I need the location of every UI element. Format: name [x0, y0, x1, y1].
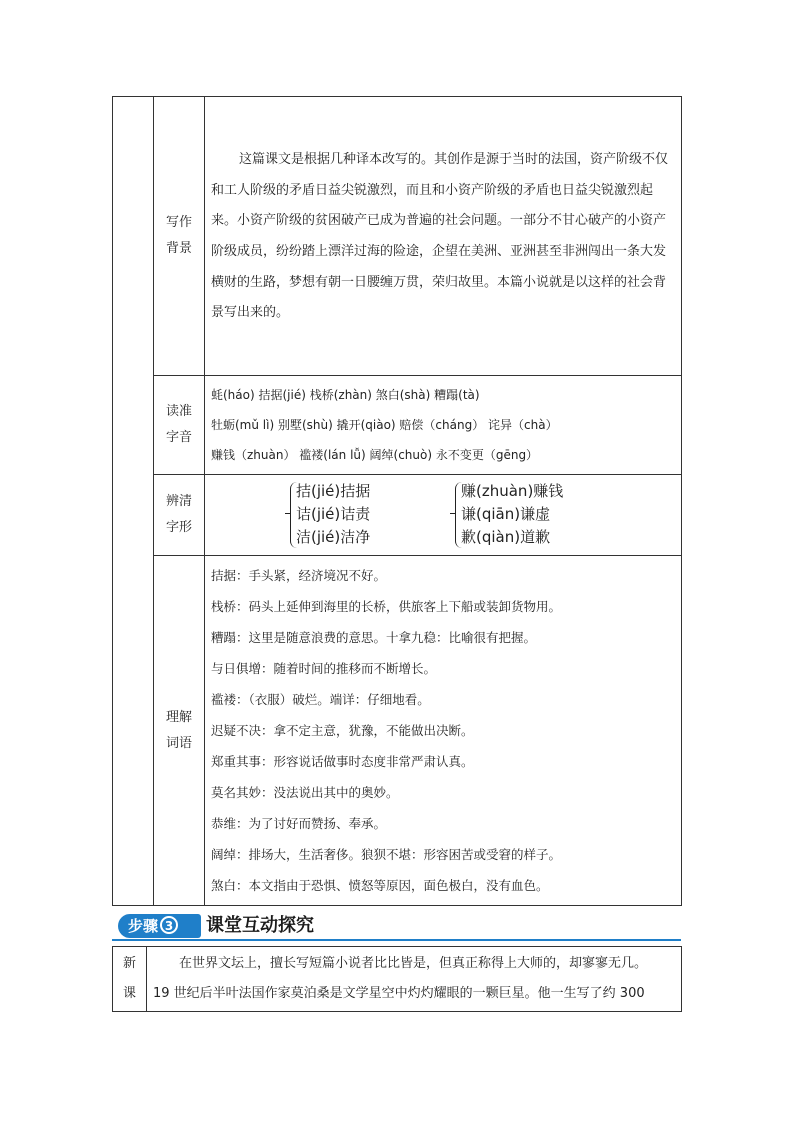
- intro-row: [113, 947, 682, 1012]
- vocabulary-row: [113, 556, 682, 906]
- step-number: 3: [160, 916, 178, 934]
- vocab-item: 恭维：为了讨好而赞扬、奉承。: [211, 816, 387, 831]
- step-badge-text: 步骤: [128, 917, 159, 935]
- blank-side-column: [113, 97, 154, 906]
- vocab-item: 阔绰：排场大，生活奢侈。狼狈不堪：形容困苦或受窘的样子。: [211, 847, 562, 862]
- pronunciation-line: 蚝(háo) 拮据(jié) 栈桥(zhàn) 煞白(shà) 糟蹋(tà): [211, 388, 480, 402]
- brace-icon: [455, 482, 463, 548]
- label-line: 背景: [165, 241, 192, 256]
- glyph-item: 歉(qiàn)道歉: [461, 528, 551, 546]
- vocab-item: 迟疑不决：拿不定主意，犹豫，不能做出决断。: [211, 723, 474, 738]
- glyph-item: 诘(jié)诘责: [296, 505, 371, 523]
- intro-table: [112, 946, 682, 1012]
- pronunciation-row: [113, 376, 682, 475]
- vocab-item: 褴褛：（衣服）破烂。端详：仔细地看。: [211, 692, 430, 707]
- pronunciation-line: 牡蛎(mǔ lì) 别墅(shù) 撬开(qiào) 赔偿（cháng） 诧异（chà）: [211, 418, 558, 432]
- glyph-groups: [205, 475, 682, 556]
- step-badge: [118, 914, 201, 938]
- glyph-item: 拮(jié)拮据: [296, 482, 371, 500]
- step-divider: [112, 939, 681, 941]
- step-title: 课堂互动探究: [206, 915, 314, 936]
- vocab-item: 栈桥：码头上延伸到海里的长桥，供旅客上下船或装卸货物用。: [211, 599, 562, 614]
- glyph-label: [154, 475, 205, 556]
- glyph-item: 赚(zhuàn)赚钱: [461, 482, 564, 500]
- lesson-table: [112, 96, 682, 906]
- brace-icon: [290, 482, 298, 548]
- label-line: 写作: [165, 215, 192, 230]
- label-line: 读准: [165, 404, 192, 419]
- label-line: 辨清: [165, 494, 192, 509]
- glyph-group-b: [455, 480, 563, 549]
- vocab-item: 与日俱增：随着时间的推移而不断增长。: [211, 661, 437, 676]
- glyph-item: 洁(jié)洁净: [296, 528, 371, 546]
- label-line: 新: [122, 956, 136, 971]
- vocab-item: 拮据：手头紧，经济境况不好。: [211, 568, 387, 583]
- writing-background-label: [154, 97, 205, 376]
- intro-text: [147, 947, 682, 1012]
- label-line: 理解: [165, 709, 192, 725]
- label-line: 字形: [165, 520, 192, 535]
- vocab-item: 煞白：本文指由于恐惧、愤怒等原因，面色极白，没有血色。: [211, 878, 549, 893]
- glyph-item: 谦(qiān)谦虚: [461, 505, 551, 523]
- pronunciation-label: [154, 376, 205, 475]
- vocabulary-label: [154, 556, 205, 906]
- pronunciation-list: [205, 376, 682, 475]
- label-line: 课: [122, 986, 136, 1001]
- glyph-group-a: [290, 480, 370, 549]
- writing-background-row: [113, 97, 682, 376]
- intro-line: 在世界文坛上，擅长写短篇小说者比比皆是，但真正称得上大师的，却寥寥无几。: [179, 956, 648, 971]
- vocab-item: 莫名其妙：没法说出其中的奥妙。: [211, 785, 399, 800]
- label-line: 字音: [165, 430, 192, 445]
- vocab-item: 糟蹋：这里是随意浪费的意思。十拿九稳：比喻很有把握。: [211, 630, 537, 645]
- intro-line: 19 世纪后半叶法国作家莫泊桑是文学星空中灼灼耀眼的一颗巨星。他一生写了约 300: [153, 986, 645, 1001]
- glyph-row: [113, 475, 682, 556]
- vocabulary-list: [205, 556, 682, 906]
- vocab-item: 郑重其事：形容说话做事时态度非常严肃认真。: [211, 754, 474, 769]
- label-line: 词语: [165, 735, 192, 751]
- writing-background-text: 这篇课文是根据几种译本改写的。其创作是源于当时的法国，资产阶级不仅和工人阶级的矛盾日益尖锐激烈，而且和小资产阶级的矛盾也日益尖锐激烈起来。小资产阶级的贫困破产已成为普遍的社会问题。一部分不甘心破产的小资产阶级成员，纷纷踏上漂洋过海的险途，企望在美洲、亚洲甚至非洲闯出一条大发横财的生路，梦想有朝一日腰缠万贯，荣归故里。本篇小说就是以这样的社会背景写出来的。: [205, 97, 682, 376]
- intro-label: [113, 947, 147, 1012]
- pronunciation-line: 赚钱（zhuàn） 褴褛(lán lǚ) 阔绰(chuò) 永不变更（gēng）: [211, 448, 539, 462]
